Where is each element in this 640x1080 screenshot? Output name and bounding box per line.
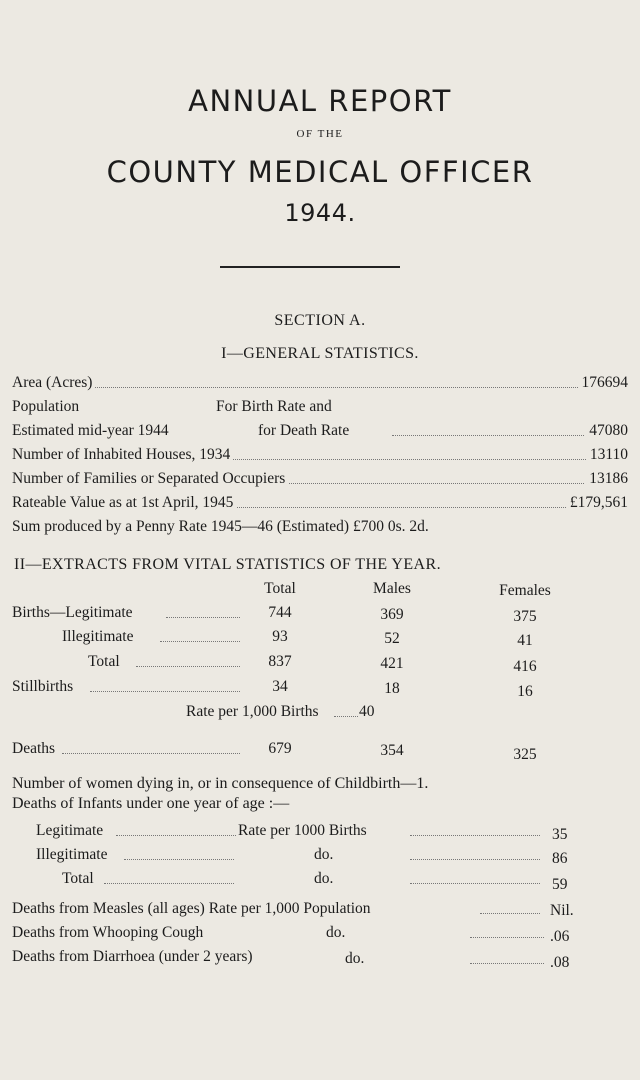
leader-dots: [12, 387, 628, 388]
stillbirths-females: 16: [517, 683, 533, 700]
report-year: 1944.: [284, 199, 356, 227]
whooping-cough-rate: do.: [326, 924, 346, 941]
infant-illegitimate-label: Illegitimate: [36, 846, 108, 863]
column-header-females: Females: [499, 582, 551, 599]
childbirth-deaths-line: Number of women dying in, or in consequence of Childbirth—1.: [12, 775, 429, 792]
leader-dots: [62, 753, 240, 754]
stillbirth-rate-value: 40: [359, 703, 375, 720]
families-row: [12, 470, 628, 492]
leader-dots: [480, 913, 540, 914]
estimated-label: Estimated mid-year 1944: [12, 422, 172, 440]
families-value: 13186: [585, 470, 628, 488]
rateable-row: [12, 494, 628, 516]
houses-value: 13110: [586, 446, 628, 464]
stillbirths-label: Stillbirths: [12, 678, 74, 695]
infant-legitimate-rate: Rate per 1000 Births: [238, 822, 367, 839]
leader-dots: [470, 937, 544, 938]
leader-dots: [160, 641, 240, 642]
section-heading: SECTION A.: [274, 312, 366, 329]
stillbirths-males: 18: [384, 680, 400, 697]
measles-deaths-label: Deaths from Measles (all ages) Rate per 1,000 Population: [12, 900, 371, 917]
title-divider: [220, 266, 400, 268]
leader-dots: [104, 883, 234, 884]
births-legitimate-females: 375: [513, 608, 537, 625]
population-note: For Birth Rate and: [216, 398, 332, 415]
deaths-males: 354: [380, 742, 404, 759]
births-total-males: 421: [380, 655, 404, 672]
rateable-value: £179,561: [566, 494, 628, 512]
infant-legitimate-value: 35: [552, 826, 568, 843]
deaths-females: 325: [513, 746, 537, 763]
births-legitimate-label: Births—Legitimate: [12, 604, 133, 621]
leader-dots: [116, 835, 236, 836]
column-header-total: Total: [264, 580, 296, 597]
births-illegitimate-males: 52: [384, 630, 400, 647]
houses-row: [12, 446, 628, 468]
leader-dots: [334, 716, 358, 717]
vital-statistics-heading: II—EXTRACTS FROM VITAL STATISTICS OF THE YEAR.: [14, 556, 441, 573]
leader-dots: [410, 883, 540, 884]
deaths-total: 679: [268, 740, 292, 757]
births-total-females: 416: [513, 658, 537, 675]
infant-deaths-heading: Deaths of Infants under one year of age :—: [12, 795, 290, 812]
death-rate-label: for Death Rate: [258, 422, 350, 439]
infant-total-value: 59: [552, 876, 568, 893]
report-title-officer: COUNTY MEDICAL OFFICER: [106, 155, 534, 189]
infant-illegitimate-rate: do.: [314, 846, 334, 863]
leader-dots: [124, 859, 234, 860]
stillbirth-rate-label: Rate per 1,000 Births: [186, 703, 319, 720]
population-label: Population: [12, 398, 80, 415]
births-total-label: Total: [88, 653, 120, 670]
population-value: 47080: [585, 422, 628, 440]
births-legitimate-males: 369: [380, 606, 404, 623]
infant-total-rate: do.: [314, 870, 334, 887]
area-row: [12, 374, 628, 396]
births-total-total: 837: [268, 653, 292, 670]
column-header-males: Males: [373, 580, 411, 597]
diarrhoea-value: .08: [550, 954, 570, 971]
houses-label: Number of Inhabited Houses, 1934: [12, 446, 233, 464]
diarrhoea-rate: do.: [345, 950, 365, 967]
whooping-cough-label: Deaths from Whooping Cough: [12, 924, 204, 941]
births-illegitimate-females: 41: [517, 632, 533, 649]
stillbirths-total: 34: [272, 678, 288, 695]
leader-dots: [136, 666, 240, 667]
leader-dots: [90, 691, 240, 692]
rateable-label: Rateable Value as at 1st April, 1945: [12, 494, 236, 512]
families-label: Number of Families or Separated Occupiers: [12, 470, 288, 488]
leader-dots: [410, 859, 540, 860]
report-subtitle-of-the: OF THE: [296, 128, 344, 140]
report-title: ANNUAL REPORT: [188, 84, 452, 118]
area-label: Area (Acres): [12, 374, 95, 392]
leader-dots: [470, 963, 544, 964]
infant-illegitimate-value: 86: [552, 850, 568, 867]
leader-dots: [410, 835, 540, 836]
whooping-cough-value: .06: [550, 928, 570, 945]
deaths-label: Deaths: [12, 740, 56, 757]
diarrhoea-label: Deaths from Diarrhoea (under 2 years): [12, 948, 253, 965]
penny-rate-line: Sum produced by a Penny Rate 1945—46 (Estimated) £700 0s. 2d.: [12, 518, 429, 535]
general-statistics-heading: I—GENERAL STATISTICS.: [221, 345, 419, 362]
infant-total-label: Total: [62, 870, 94, 887]
measles-deaths-value: Nil.: [550, 902, 574, 919]
births-illegitimate-label: Illegitimate: [62, 628, 134, 645]
infant-legitimate-label: Legitimate: [36, 822, 104, 839]
births-legitimate-total: 744: [268, 604, 292, 621]
births-illegitimate-total: 93: [272, 628, 288, 645]
leader-dots: [166, 617, 240, 618]
area-value: 176694: [578, 374, 629, 392]
